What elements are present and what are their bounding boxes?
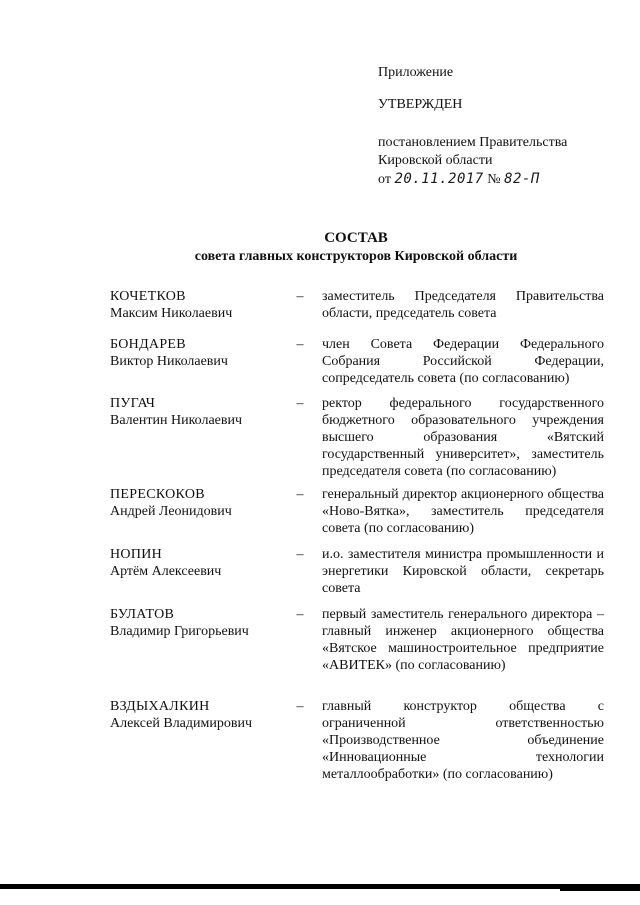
member-given-name: Валентин Николаевич: [110, 413, 243, 428]
member-dash: –: [296, 396, 304, 411]
member-surname: БОНДАРЕВ: [110, 337, 186, 352]
resolution-line-1: постановлением Правительства: [378, 135, 568, 150]
member-role: и.о. заместителя министра промышленности и энергетики Кировской области, секретарь совета: [322, 547, 604, 596]
member-name: [110, 606, 280, 640]
member-given-name: Андрей Леонидович: [110, 504, 232, 519]
member-dash: –: [296, 337, 304, 352]
member-role: заместитель Председателя Правительства области, председатель совета: [322, 289, 604, 321]
member-given-name: Максим Николаевич: [110, 306, 233, 321]
member-given-name: Виктор Николаевич: [110, 354, 228, 369]
member-name: [110, 486, 280, 520]
document-title: СОСТАВ: [324, 230, 388, 246]
member-name: [110, 288, 280, 322]
member-name: [110, 395, 280, 429]
member-given-name: Алексей Владимирович: [110, 716, 253, 731]
page-bottom-border-accent: [560, 889, 640, 891]
approved-label: УТВЕРЖДЕН: [378, 97, 463, 112]
member-role: главный конструктор общества с ограниченной ответственностью «Производственное объединение «Инновационные технологии металлообработки» (по согласованию): [322, 699, 604, 782]
member-dash: –: [296, 699, 304, 714]
member-given-name: Артём Алексеевич: [110, 564, 222, 579]
page-bottom-border: [0, 884, 640, 889]
number-sign: №: [487, 172, 501, 187]
member-role: первый заместитель генерального директора – главный инженер акционерного общества «Вятское машиностроительное предприятие «АВИТЕК» (по согласованию): [322, 607, 604, 673]
member-name: [110, 698, 280, 732]
member-name: [110, 336, 280, 370]
member-dash: –: [296, 487, 304, 502]
member-surname: ПУГАЧ: [110, 396, 156, 411]
member-surname: ВЗДЫХАЛКИН: [110, 699, 210, 714]
member-role: ректор федерального государственного бюджетного образовательного учреждения высшего образования «Вятский государственный университет», заместитель председателя совета (по согласованию): [322, 396, 604, 479]
handwritten-number: 82-П: [504, 171, 540, 187]
member-dash: –: [296, 289, 304, 304]
member-surname: ПЕРЕСКОКОВ: [110, 487, 205, 502]
resolution-line-2: Кировской области: [378, 153, 493, 168]
member-dash: –: [296, 547, 304, 562]
member-role: член Совета Федерации Федерального Собрания Российской Федерации, сопредседатель совета (по согласованию): [322, 337, 604, 386]
document-subtitle: совета главных конструкторов Кировской области: [194, 249, 518, 264]
handwritten-date: 20.11.2017: [394, 171, 484, 187]
member-surname: НОПИН: [110, 547, 163, 562]
member-name: [110, 546, 280, 580]
member-given-name: Владимир Григорьевич: [110, 624, 249, 639]
resolution-date-line: [378, 170, 628, 189]
member-surname: КОЧЕТКОВ: [110, 289, 186, 304]
member-role: генеральный директор акционерного общества «Ново-Вятка», заместитель председателя совета (по согласованию): [322, 487, 604, 536]
appendix-label: Приложение: [378, 65, 454, 80]
member-surname: БУЛАТОВ: [110, 607, 175, 622]
member-dash: –: [296, 607, 304, 622]
from-prefix: от: [378, 172, 391, 187]
approval-block: [378, 64, 628, 189]
